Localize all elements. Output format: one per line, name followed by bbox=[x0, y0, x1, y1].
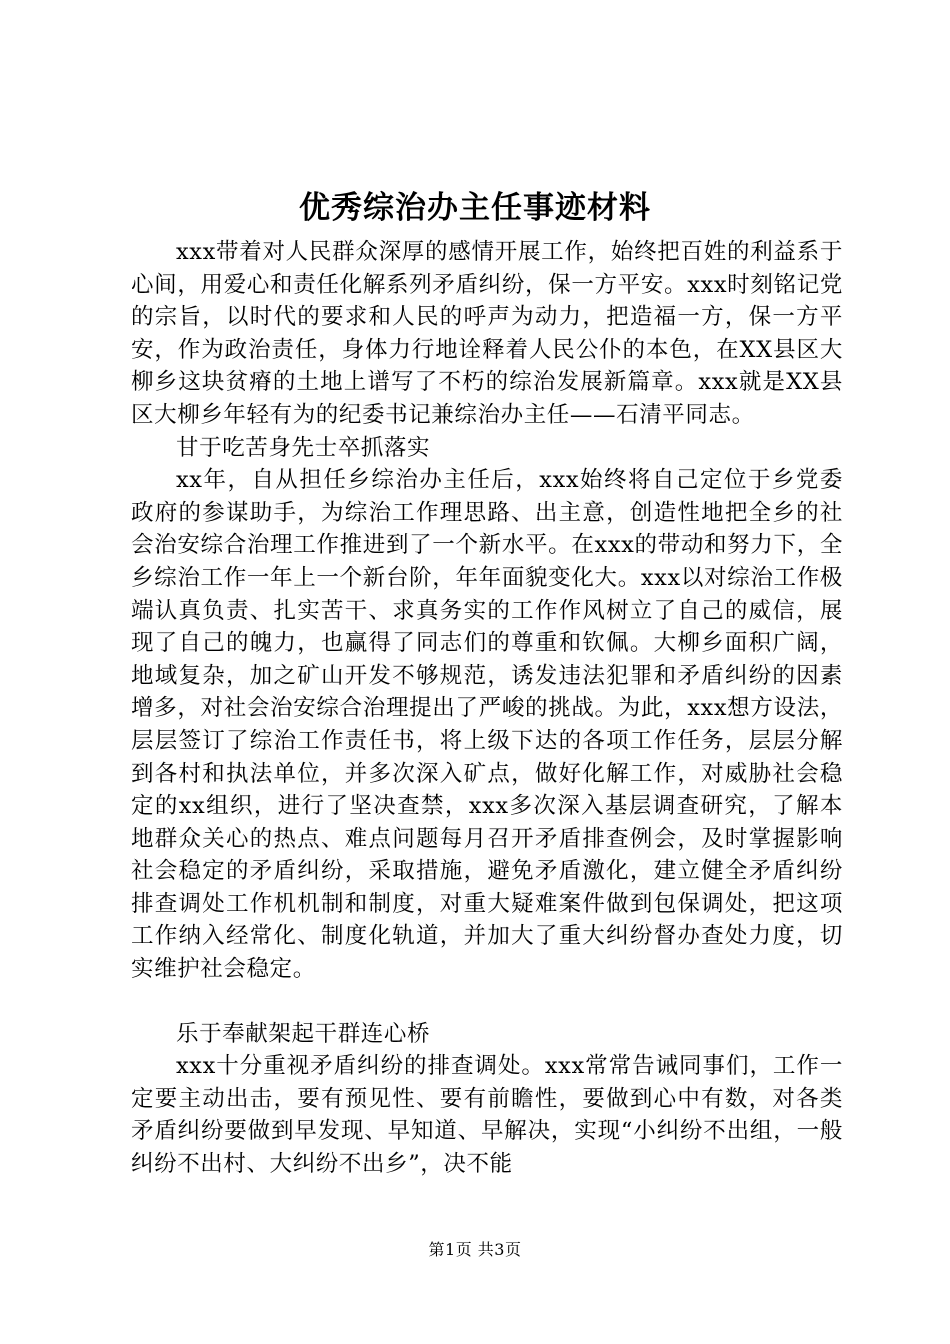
paragraph-section-1: xx年，自从担任乡综治办主任后，xxx始终将自己定位于乡党委政府的参谋助手，为综治工作理思路、出主意，创造性地把全乡的社会治安综合治理工作推进到了一个新水平。在xxx的带动和努力下，全乡综治工作一年上一个新台阶，年年面貌变化大。xxx以对综治工作极端认真负责、扎实苦干、求真务实的工作作风树立了自己的威信，展现了自己的魄力，也赢得了同志们的尊重和钦佩。大柳乡面积广阔，地域复杂，加之矿山开发不够规范，诱发违法犯罪和矛盾纠纷的因素增多，对社会治安综合治理提出了严峻的挑战。为此，xxx想方设法，层层签订了综治工作责任书，将上级下达的各项工作任务，层层分解到各村和执法单位，并多次深入矿点，做好化解工作，对威胁社会稳定的xx组织，进行了坚决查禁，xxx多次深入基层调查研究，了解本地群众关心的热点、难点问题每月召开矛盾排查例会，及时掌握影响社会稳定的矛盾纠纷，采取措施，避免矛盾激化，建立健全矛盾纠纷排查调处工作机机制和制度，对重大疑难案件做到包保调处，把这项工作纳入经常化、制度化轨道，并加大了重大纠纷督办查处力度，切实维护社会稳定。 bbox=[131, 467, 843, 983]
paragraph-spacer bbox=[131, 986, 843, 1018]
document-title: 优秀综治办主任事迹材料 bbox=[299, 190, 651, 226]
section-heading-2: 乐于奉献架起干群连心桥 bbox=[176, 1020, 431, 1047]
document-body bbox=[131, 236, 843, 1181]
section-heading-1: 甘于吃苦身先士卒抓落实 bbox=[176, 434, 431, 461]
page-number-footer: 第1页 共3页 bbox=[428, 1240, 522, 1259]
paragraph-intro: xxx带着对人民群众深厚的感情开展工作，始终把百姓的利益系于心间，用爱心和责任化解系列矛盾纠纷，保一方平安。xxx时刻铭记党的宗旨，以时代的要求和人民的呼声为动力，把造福一方，保一方平安，作为政治责任，身体力行地诠释着人民公仆的本色，在XX县区大柳乡这块贫瘠的土地上谱写了不朽的综治发展新篇章。xxx就是XX县区大柳乡年轻有为的纪委书记兼综治办主任——石清平同志。 bbox=[131, 239, 843, 428]
paragraph-section-2: xxx十分重视矛盾纠纷的排查调处。xxx常常告诫同事们，工作一定要主动出击，要有预见性、要有前瞻性，要做到心中有数，对各类矛盾纠纷要做到早发现、早知道、早解决，实现“小纠纷不出组，一般纠纷不出村、大纠纷不出乡”，决不能 bbox=[131, 1053, 843, 1178]
